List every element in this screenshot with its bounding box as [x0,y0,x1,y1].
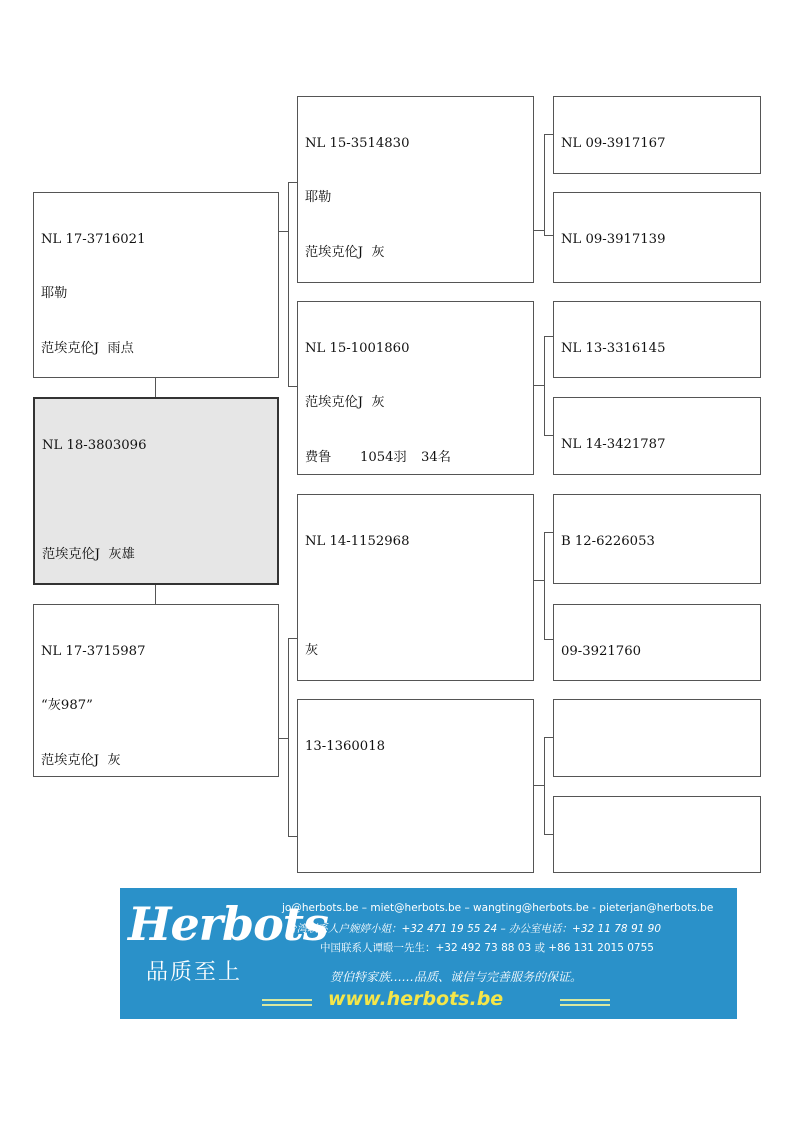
ring-number: 13-1360018 [305,738,385,754]
ring-number: NL 09-3917139 [561,231,666,247]
connector [155,378,156,398]
herbots-logo: Herbots [128,897,328,951]
connector [288,638,289,836]
connector [288,182,289,386]
strain-color: 范埃克伦J 灰雄 [42,547,135,563]
g3-card-5 [553,494,761,584]
connector [544,532,545,639]
ring-number: NL 09-3917167 [561,135,666,151]
sire-sire-card [297,96,534,283]
connector [544,834,553,835]
g3-card-2 [553,192,761,283]
blank-line [305,587,533,605]
g3-card-8 [553,796,761,873]
connector [544,336,553,337]
g3-card-6 [553,604,761,681]
pigeon-name: 耶勒 [305,190,332,206]
connector [544,235,553,236]
strain-color: 范埃克伦J 灰 [41,753,121,769]
connector [288,638,297,639]
connector [544,336,545,435]
strain-color: 范埃克伦J 灰 [305,395,385,411]
divider [262,999,312,1001]
strain-color: 灰 [305,643,319,659]
connector [544,435,553,436]
connector [278,231,288,232]
ring-number: NL 15-3514830 [305,135,410,151]
connector [544,737,545,834]
pigeon-name: “灰987” [41,698,93,714]
ring-number: B 12-6226053 [561,533,655,549]
g3-card-3 [553,301,761,378]
ring-number: 09-3921760 [561,643,641,659]
connector [533,385,544,386]
g3-card-1 [553,96,761,174]
connector [533,230,544,231]
ring-number: NL 15-1001860 [305,340,410,356]
contact-emails[interactable]: jo@herbots.be – miet@herbots.be – wangting@herbots.be - pieterjan@herbots.be [282,902,714,914]
ring-number: NL 14-1152968 [305,533,410,549]
contact-taiwan: 台湾联系人户婉婷小姐：+32 471 19 55 24 – 办公室电话：+32 11 78 91 90 [286,923,662,935]
sire-dam-card [297,301,534,475]
pigeon-name: 耶勒 [41,286,68,302]
connector [533,580,544,581]
dam-card [33,604,279,777]
birds: 1054羽 [360,450,407,466]
dam-sire-card [297,494,534,681]
divider [560,1004,610,1006]
connector [288,182,297,183]
contact-china: 中国联系人谭暻一先生：+32 492 73 88 03 或 +86 131 2015 0755 [320,942,654,954]
connector [544,134,553,135]
g3-card-7 [553,699,761,777]
divider [560,999,610,1001]
divider [262,1004,312,1006]
ring-number: NL 18-3803096 [42,437,147,453]
connector [544,639,553,640]
connector [278,738,288,739]
sire-card [33,192,279,378]
dam-dam-card [297,699,534,873]
ring-number [561,738,760,756]
strain-color: 范埃克伦J 灰 [305,245,385,261]
result-row [305,449,533,467]
connector [288,386,297,387]
ring-number: NL 17-3716021 [41,231,146,247]
website-link[interactable]: www.herbots.be [328,988,504,1010]
slogan: 品质至上 [146,960,243,985]
connector [544,532,553,533]
connector [544,737,553,738]
ring-number: NL 17-3715987 [41,643,146,659]
race: 费鲁 [305,450,332,466]
place: 34名 [421,450,451,466]
g3-card-4 [553,397,761,475]
pigeon-name [42,491,277,509]
ring-number: NL 13-3316145 [561,340,666,356]
connector [544,134,545,235]
connector [288,836,297,837]
ring-number: NL 14-3421787 [561,436,666,452]
connector [533,785,544,786]
tagline: 贺伯特家族……品质、诚信与完善服务的保证。 [330,970,583,984]
main-pigeon-card [33,397,279,585]
herbots-banner [120,888,737,1019]
strain-color: 范埃克伦J 雨点 [41,341,134,357]
ring-number [561,835,760,853]
connector [155,584,156,605]
